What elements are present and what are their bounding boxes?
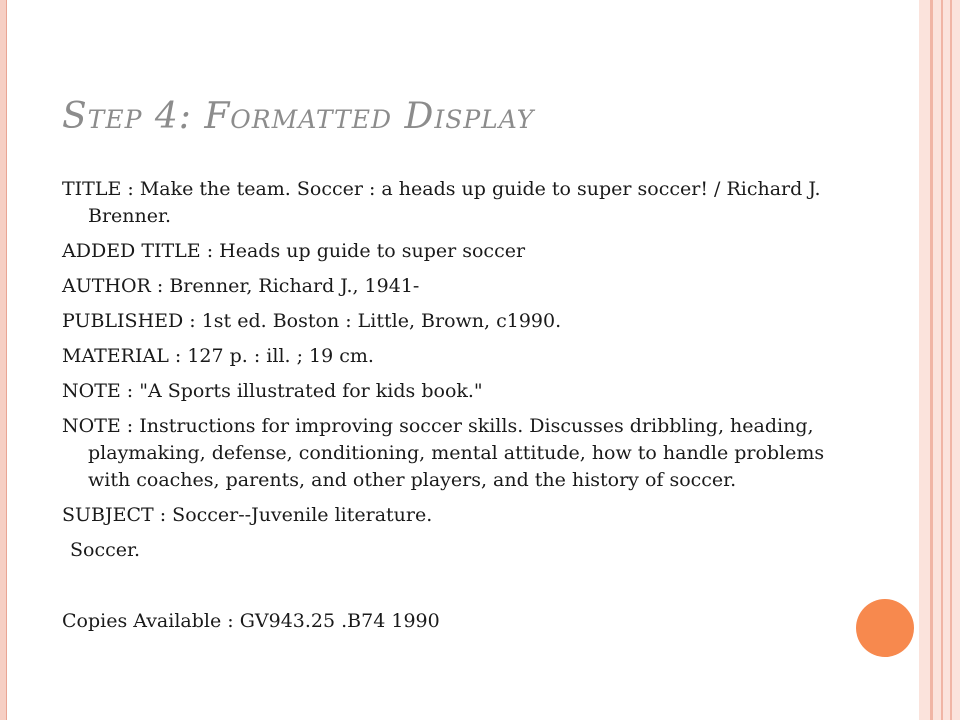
field-value: Instructions for improving soccer skills. Discusses dribbling, heading, playmaking, defense, conditioning, mental attitude, how to handle problems with coaches, parents, and other players, and the history of soccer. [88, 415, 825, 491]
record-field-author [62, 273, 852, 300]
record-field-copies [62, 608, 852, 635]
decorative-orange-circle [856, 599, 914, 657]
record-field-subject-continued: Soccer. [70, 539, 141, 561]
field-label: Copies Available : [62, 610, 240, 632]
record-field-material [62, 343, 852, 370]
right-border-panel [919, 0, 960, 720]
field-label: ADDED TITLE : [62, 240, 220, 262]
field-label: TITLE : [62, 178, 140, 200]
left-border-line [6, 0, 7, 720]
right-border-stripe [941, 0, 943, 720]
field-label: NOTE : [62, 415, 140, 437]
field-value: 127 p. : ill. ; 19 cm. [187, 345, 374, 367]
field-value: 1st ed. Boston : Little, Brown, c1990. [201, 310, 562, 332]
catalog-record [62, 176, 852, 643]
field-value: Heads up guide to super soccer [219, 240, 526, 262]
record-field-note [62, 413, 852, 494]
right-border-stripe [930, 0, 933, 720]
slide-title: Step 4: Formatted Display [62, 96, 535, 137]
record-field-title [62, 176, 852, 230]
right-border-stripe [950, 0, 952, 720]
field-label: AUTHOR : [62, 275, 170, 297]
field-label: NOTE : [62, 380, 140, 402]
record-field-subject [62, 502, 852, 529]
field-value: Soccer--Juvenile literature. [172, 504, 433, 526]
field-label: MATERIAL : [62, 345, 188, 367]
record-field-note [62, 378, 852, 405]
field-value: Brenner, Richard J., 1941- [169, 275, 420, 297]
record-field-added-title [62, 238, 852, 265]
field-value: GV943.25 .B74 1990 [239, 610, 440, 632]
record-field-published [62, 308, 852, 335]
field-value: Make the team. Soccer : a heads up guide to super soccer! / Richard J. Brenner. [88, 178, 821, 227]
field-value: "A Sports illustrated for kids book." [139, 380, 483, 402]
field-label: PUBLISHED : [62, 310, 202, 332]
field-label: SUBJECT : [62, 504, 173, 526]
